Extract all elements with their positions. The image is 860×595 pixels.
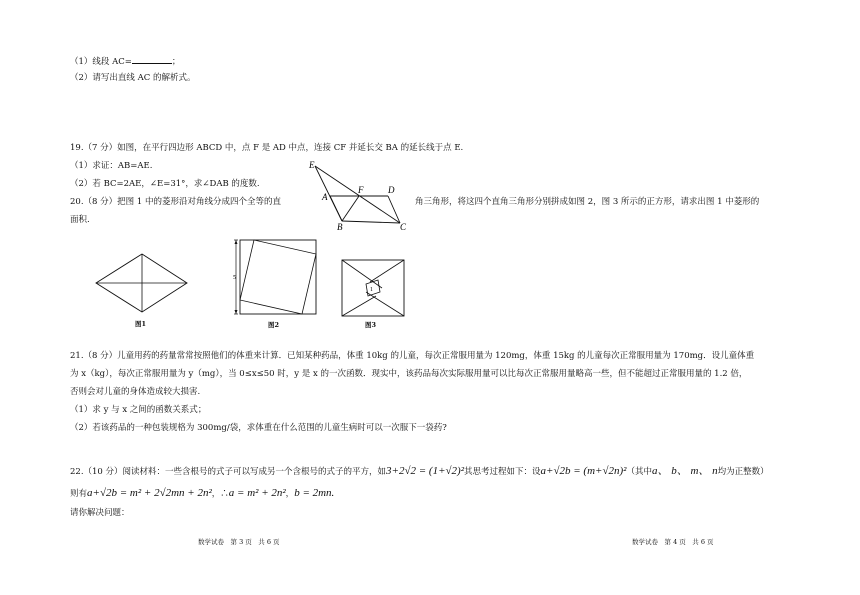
q22-line2-a: 则有 — [70, 489, 88, 499]
label-D: D — [388, 185, 395, 195]
q22-formula5: b = 2mn. — [294, 487, 335, 499]
q22-formula1: 3+2√2 = (1+√2)² — [386, 465, 465, 477]
q22-prompt: 请你解决问题： — [70, 508, 130, 518]
q22-line2-b: ，∴ — [211, 489, 229, 499]
fig1-caption: 图1 — [135, 320, 147, 328]
q22-formula4: a = m² + 2n² — [228, 487, 286, 499]
q21-line1: 21.（8 分）儿童用药的药量常常按照他们的体重来计算．已知某种药品，体重 10kg 的儿童，每次正常服用量为 120mg，体重 15kg 的儿童每次正常服用量为 170mg．设儿童体重 — [70, 351, 755, 361]
q20-stem-cont: 面积. — [70, 215, 90, 225]
q18-part1 — [70, 55, 180, 68]
q22-stem-c: （其中 — [626, 467, 652, 477]
q18-part2: （2）请写出直线 AC 的解析式。 — [70, 73, 196, 83]
label-A: A — [322, 192, 328, 202]
answer-blank — [132, 55, 172, 64]
label-C: C — [400, 222, 407, 232]
label-E: E — [309, 160, 315, 170]
footer-right: 数学试卷 第 4 页 共 6 页 — [632, 538, 714, 546]
fig3-square — [340, 258, 410, 318]
q19-part1: （1）求证：AB=AE. — [70, 161, 153, 171]
q22-vars: a、 b、 m、 n — [651, 465, 718, 477]
q20-stem-left: 20.（8 分）把图 1 中的菱形沿对角线分成四个全等的直 — [70, 197, 281, 207]
q22-formula3: a+√2b = m² + 2√2mn + 2n² — [87, 487, 212, 499]
fig1-rhombus — [92, 250, 192, 320]
label-F: F — [358, 185, 364, 195]
q22-stem — [70, 466, 769, 478]
fig2-caption: 图2 — [268, 321, 280, 329]
q22-formula2: a+√2b = (m+√2n)² — [540, 465, 627, 477]
q18-part1-prefix: （1）线段 AC= — [70, 57, 132, 67]
q21-part1: （1）求 y 与 x 之间的函数关系式； — [70, 405, 207, 415]
q21-part2: （2）若该药品的一种包装规格为 300mg/袋，求体重在什么范围的儿童生病时可以一次服下一袋药? — [70, 423, 447, 433]
fig2-square — [232, 238, 322, 318]
fig2-side-label: 5 — [233, 275, 236, 281]
fig3-caption: 图3 — [365, 321, 377, 329]
fig3-inner-label: 1 — [370, 287, 373, 293]
q21-line3: 否则会对儿童的身体造成较大损害. — [70, 387, 201, 397]
label-B: B — [337, 222, 343, 232]
q22-stem-b: 其思考过程如下：设 — [464, 467, 541, 477]
q22-stem-a: 22.（10 分）阅读材料：一些含根号的式子可以写成另一个含根号的式子的平方，如 — [70, 467, 387, 477]
q22-stem-d: 均为正整数） — [717, 467, 769, 477]
footer-left: 数学试卷 第 3 页 共 6 页 — [198, 538, 280, 546]
q19-part2: （2）若 BC=2AE，∠E=31°，求∠DAB 的度数. — [70, 179, 260, 189]
q20-stem-right: 角三角形，将这四个直角三角形分别拼成如图 2，图 3 所示的正方形，请求出图 1 中菱形的 — [415, 197, 760, 207]
q19-stem: 19.（7 分）如图，在平行四边形 ABCD 中，点 F 是 AD 中点，连接 CF 并延长交 BA 的延长线于点 E. — [70, 143, 464, 153]
q22-line2-c: ， — [285, 489, 295, 499]
q22-derivation — [70, 488, 334, 500]
q18-part1-suffix: ； — [171, 57, 181, 67]
q21-line2: 为 x（kg），每次正常服用量为 y（mg），当 0≤x≤50 时，y 是 x 的一次函数．现实中，该药品每次实际服用量可以比每次正常服用量略高一些，但不能超过正常服用量的 1.2 倍， — [70, 369, 748, 379]
